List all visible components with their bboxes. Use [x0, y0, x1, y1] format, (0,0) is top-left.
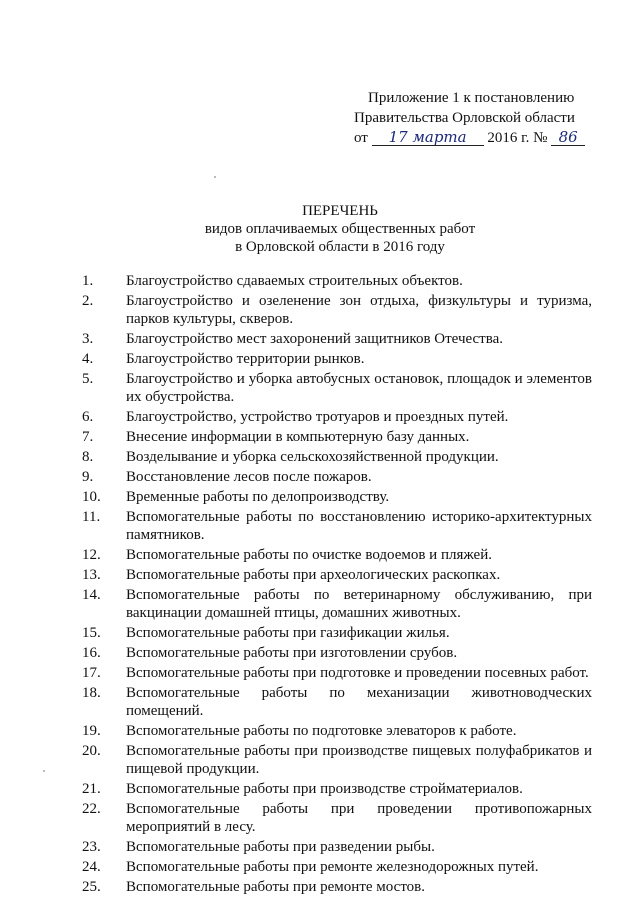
list-item-number: 7.	[82, 429, 94, 445]
list-item-number: 13.	[82, 567, 101, 583]
list-item	[82, 350, 592, 368]
list-item-number: 23.	[82, 839, 101, 855]
list-item	[82, 684, 592, 720]
list-item	[82, 488, 592, 506]
list-item	[82, 742, 592, 778]
list-item-number: 24.	[82, 859, 101, 875]
list-item-text: Благоустройство и уборка автобусных остановок, площадок и элементов их обустройства.	[126, 371, 592, 405]
list-item-text: Вспомогательные работы при производстве стройматериалов.	[126, 781, 523, 797]
list-item	[82, 858, 592, 876]
list-item	[82, 780, 592, 798]
list-item-number: 16.	[82, 645, 101, 661]
handwritten-date: 17 марта	[372, 129, 484, 146]
header-line-government: Правительства Орловской области	[354, 110, 575, 126]
list-item-number: 8.	[82, 449, 94, 465]
list-item-text: Восстановление лесов после пожаров.	[126, 469, 372, 485]
list-item-number: 15.	[82, 625, 101, 641]
list-item-text: Вспомогательные работы при проведении противопожарных мероприятий в лесу.	[126, 801, 592, 835]
list-item-number: 18.	[82, 685, 101, 701]
list-item	[82, 546, 592, 564]
year-number-label: 2016 г. №	[487, 130, 548, 146]
list-item	[82, 722, 592, 740]
list-item-number: 22.	[82, 801, 101, 817]
works-list	[82, 272, 592, 898]
list-item-number: 1.	[82, 273, 94, 289]
list-item-number: 20.	[82, 743, 101, 759]
list-item-number: 2.	[82, 293, 94, 309]
list-item	[82, 878, 592, 896]
title-subtitle-1: видов оплачиваемых общественных работ	[204, 221, 476, 237]
list-item-text: Благоустройство, устройство тротуаров и проездных путей.	[126, 409, 509, 425]
approval-header	[354, 88, 604, 148]
list-item	[82, 586, 592, 622]
list-item-number: 6.	[82, 409, 94, 425]
list-item	[82, 330, 592, 348]
list-item	[82, 800, 592, 836]
list-item-text: Благоустройство сдаваемых строительных объектов.	[126, 273, 463, 289]
list-item-text: Благоустройство и озеленение зон отдыха, физкультуры и туризма, парков культуры, скверов.	[126, 293, 592, 327]
title-main: ПЕРЕЧЕНЬ	[302, 203, 378, 219]
list-item-text: Вспомогательные работы при разведении рыбы.	[126, 839, 435, 855]
list-item	[82, 408, 592, 426]
list-item-number: 10.	[82, 489, 101, 505]
list-item	[82, 644, 592, 662]
list-item	[82, 370, 592, 406]
list-item-number: 12.	[82, 547, 101, 563]
list-item	[82, 566, 592, 584]
list-item-number: 4.	[82, 351, 94, 367]
list-item-text: Благоустройство территории рынков.	[126, 351, 365, 367]
list-item-number: 5.	[82, 371, 94, 387]
list-item-number: 17.	[82, 665, 101, 681]
handwritten-number: 86	[551, 129, 585, 146]
list-item	[82, 664, 592, 682]
list-item-text: Вспомогательные работы при подготовке и проведении посевных работ.	[126, 665, 589, 681]
list-item	[82, 624, 592, 642]
list-item-text: Вспомогательные работы по очистке водоемов и пляжей.	[126, 547, 492, 563]
list-item-text: Благоустройство мест захоронений защитников Отечества.	[126, 331, 504, 347]
list-item-text: Возделывание и уборка сельскохозяйственной продукции.	[126, 449, 499, 465]
list-item-text: Вспомогательные работы при производстве пищевых полуфабрикатов и пищевой продукции.	[126, 743, 592, 777]
list-item-text: Вспомогательные работы при археологических раскопках.	[126, 567, 501, 583]
list-item-text: Вспомогательные работы при газификации жилья.	[126, 625, 450, 641]
scan-speck	[214, 176, 216, 178]
list-item-text: Вспомогательные работы по подготовке элеваторов к работе.	[126, 723, 517, 739]
list-item-number: 14.	[82, 587, 101, 603]
list-item-number: 11.	[82, 509, 101, 525]
list-item	[82, 838, 592, 856]
document-title	[160, 202, 520, 256]
list-item-text: Вспомогательные работы при ремонте железнодорожных путей.	[126, 859, 539, 875]
list-item-text: Временные работы по делопроизводству.	[126, 489, 390, 505]
list-item-text: Вспомогательные работы при ремонте мостов.	[126, 879, 426, 895]
list-item	[82, 468, 592, 486]
header-line-appendix: Приложение 1 к постановлению	[368, 90, 575, 106]
list-item-number: 19.	[82, 723, 101, 739]
scan-speck	[43, 770, 45, 772]
list-item	[82, 428, 592, 446]
list-item	[82, 292, 592, 328]
list-item	[82, 448, 592, 466]
list-item-number: 9.	[82, 469, 94, 485]
list-item-text: Вспомогательные работы при изготовлении срубов.	[126, 645, 458, 661]
date-prefix: от	[354, 130, 368, 146]
header-line-date	[354, 128, 604, 148]
list-item	[82, 508, 592, 544]
list-item-text: Вспомогательные работы по механизации животноводческих помещений.	[126, 685, 592, 719]
title-subtitle-2: в Орловской области в 2016 году	[235, 239, 445, 255]
list-item-number: 21.	[82, 781, 101, 797]
list-item-text: Внесение информации в компьютерную базу данных.	[126, 429, 470, 445]
list-item-text: Вспомогательные работы по ветеринарному обслуживанию, при вакцинации домашней птицы, домашних животных.	[126, 587, 592, 621]
list-item-text: Вспомогательные работы по восстановлению историко-архитектурных памятников.	[126, 509, 592, 543]
list-item-number: 3.	[82, 331, 94, 347]
list-item-number: 25.	[82, 879, 101, 895]
list-item	[82, 272, 592, 290]
